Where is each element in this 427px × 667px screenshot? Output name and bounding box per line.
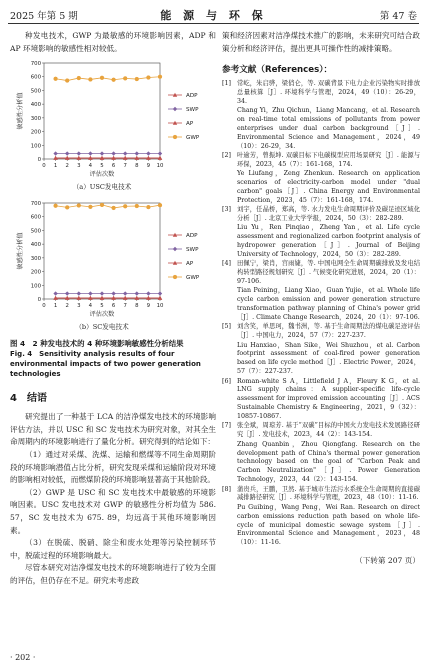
data-point: [112, 78, 116, 82]
section-title-conclusion: 4 结语: [10, 393, 47, 405]
legend-entry: [168, 233, 198, 239]
data-point: [123, 292, 127, 296]
data-point: [146, 152, 150, 156]
legend-entry: [168, 275, 200, 281]
series-swp: [53, 292, 162, 296]
y-tick-label: 300: [30, 116, 41, 123]
data-point: [89, 205, 93, 209]
y-tick-label: 200: [30, 269, 41, 276]
series-ap: [53, 296, 162, 300]
data-point: [135, 77, 139, 81]
legend-label: AP: [186, 261, 194, 268]
legend-entry: [168, 261, 194, 267]
reference-number: [222, 342, 237, 378]
data-point: [135, 152, 139, 156]
data-point: [111, 152, 115, 156]
x-tick-label: 0: [42, 163, 46, 170]
reference-text: Tian Peining，Liang Xiao，Guan Yujie，et al. Whole life cycle carbon emission and power generation structure transformation pathway planning of China's power grid［J］. Climate Change Research，2024，20（1）：97-106.: [237, 287, 420, 322]
data-point: [147, 205, 151, 209]
right-intro-paragraph: 策和经济因素对洁净煤技术推广的影响，未来研究可结合政策分析和经济评估，提出更具可操作性的减排策略。: [222, 31, 420, 53]
data-point: [158, 152, 162, 156]
x-tick-label: 3: [77, 163, 81, 170]
x-tick-label: 3: [77, 303, 81, 310]
figure-4: [10, 55, 216, 379]
y-axis-label: 敏感性分析值: [17, 232, 24, 270]
legend-entry: [168, 135, 200, 141]
page-number: · 202 ·: [10, 653, 36, 662]
x-tick-label: 5: [100, 163, 104, 170]
data-point: [135, 292, 139, 296]
plot-frame: [44, 203, 160, 299]
legend-label: GWP: [186, 135, 200, 142]
data-point: [88, 152, 92, 156]
data-point: [65, 292, 69, 296]
data-point: [77, 292, 81, 296]
left-column: [10, 30, 216, 588]
data-point: [77, 204, 81, 208]
reference-text: 叶逾芳，曾振坤. 双碳目标下电碳模型应用场景研究［J］. 能源与环保，2023，45（7）：161-168，174.: [237, 152, 420, 169]
legend-marker: [173, 107, 177, 111]
legend-entry: [168, 93, 198, 99]
data-point: [146, 292, 150, 296]
series-ap: [53, 156, 162, 160]
data-point: [123, 205, 127, 209]
reference-item: [222, 287, 420, 323]
data-point: [100, 203, 104, 207]
reference-text: 刘宇，任晶桥，郑高，等. 水力发电生命周期评价及碳足迹区域化分析［J］. 北京工业大学学报，2024，50（3）：282-289.: [237, 206, 420, 223]
y-tick-label: 700: [30, 201, 41, 208]
reference-number: [8]: [222, 485, 231, 493]
x-tick-label: 1: [53, 163, 58, 170]
legend-label: AP: [186, 121, 194, 128]
y-tick-label: 0: [37, 157, 41, 164]
reference-number: [3]: [222, 206, 231, 214]
x-tick-label: 8: [135, 163, 139, 170]
x-tick-label: 2: [65, 303, 69, 310]
y-tick-label: 100: [30, 143, 41, 150]
reference-item: [222, 441, 420, 486]
reference-item: [222, 486, 420, 504]
x-tick-label: 2: [65, 163, 69, 170]
legend-label: SWP: [186, 107, 199, 114]
series-gwp: [54, 203, 162, 210]
data-point: [112, 206, 116, 210]
legend-marker: [173, 247, 177, 251]
data-point: [88, 292, 92, 296]
y-tick-label: 400: [30, 242, 41, 249]
conclusion-point-2: （2）GWP 是 USC 和 SC 发电技术中最敏感的环境影响因素。USC 发电技术对 GWP 的敏感性分析均值为 586. 57，SC 发电技术为 675. 89，均远高于其他环境影响因素。: [10, 487, 216, 535]
reference-text: 常屹，朱启骅，梁俏仑，等. 双碳背景下电力企业污染物实时排放总量核算［J］. 环境科学与管理，2024，49（10）：26-29，34.: [237, 80, 420, 106]
legend-label: GWP: [186, 275, 200, 282]
y-tick-label: 600: [30, 214, 41, 221]
reference-text: 张全斌，周琼芳. 基于“双碳”目标的中国火力发电技术发展路径研究［J］. 发电技术，2023，44（2）：143-154.: [237, 422, 420, 439]
reference-number: [222, 107, 237, 152]
legend-entry: [168, 247, 199, 253]
reference-text: Chang Yi，Zhu Qichun，Liang Mancang，et al. Research on real-time total emissions of pollutants from power enterprises under dual carbon background［J］. Environmental Science and Management，2024，49（10）：26-29，34.: [237, 107, 420, 151]
data-point: [89, 78, 93, 82]
legend-marker: [173, 275, 177, 279]
data-point: [100, 292, 104, 296]
reference-number: [222, 504, 237, 549]
data-point: [158, 75, 162, 79]
y-tick-label: 200: [30, 129, 41, 136]
data-point: [123, 77, 127, 81]
conclusion-paragraph: 研究提出了一种基于 LCA 的洁净煤发电技术的环境影响评估方法，并以 USC 和 SC 发电技术为研究对象，对其全生命周期内的环境影响进行了量化分析。研究得到的结论如下：: [10, 412, 216, 447]
y-tick-label: 700: [30, 61, 41, 68]
reference-number: [222, 287, 237, 323]
y-tick-label: 600: [30, 74, 41, 81]
chart-subtitle: （a）USC发电技术: [72, 183, 132, 192]
x-tick-label: 6: [111, 303, 116, 310]
series-gwp: [54, 75, 162, 83]
data-point: [100, 152, 104, 156]
x-tick-label: 8: [135, 303, 139, 310]
reference-item: [222, 80, 420, 107]
data-point: [135, 204, 139, 208]
y-tick-label: 300: [30, 256, 41, 263]
continued-on-note: （下转第 207 页）: [355, 556, 420, 566]
y-tick-label: 400: [30, 102, 41, 109]
x-tick-label: 0: [42, 303, 46, 310]
y-tick-label: 500: [30, 228, 41, 235]
reference-item: [222, 224, 420, 260]
data-point: [53, 152, 57, 156]
reference-list: [222, 80, 420, 548]
y-tick-label: 500: [30, 88, 41, 95]
data-point: [54, 77, 58, 81]
reference-text: Ye Liufang，Zeng Zhenkun. Research on application scenarios of electricity-carbon model under "dual carbon" goals［J］. China Energy and Environmental Protection，2023，45（7）：161-168，174.: [237, 170, 420, 205]
page-header: [0, 0, 427, 26]
header-rule: [8, 23, 419, 24]
reference-number: [2]: [222, 152, 231, 160]
y-tick-label: 100: [30, 283, 41, 290]
x-tick-label: 7: [123, 303, 127, 310]
conclusion-point-1: （1）通过对采煤、洗煤、运输和燃煤等不同生命周期阶段的环境影响潜值占比分析，研究发现采煤和运输阶段对环境的影响相对较低，而燃煤阶段的环境影响显著高于其他阶段。: [10, 449, 216, 485]
x-tick-label: 4: [88, 303, 93, 310]
series-line: [56, 77, 160, 81]
data-point: [158, 203, 162, 207]
x-tick-label: 9: [146, 303, 151, 310]
reference-text: Liu Yu，Ren Pinqiao，Zheng Yan，et al. Life cycle assessment and regionalized carbon footprint analysis of hydropower generation［J］. Journal of Beijing University of Technology，2024，50（3）：282-289.: [237, 224, 420, 259]
data-point: [77, 76, 81, 80]
reference-item: [222, 504, 420, 549]
x-tick-label: 10: [156, 303, 164, 310]
legend-marker: [173, 135, 177, 139]
x-tick-label: 10: [156, 163, 164, 170]
figure-caption-cn: 图 4 2 种发电技术的 4 种环境影响敏感性分析结果: [10, 339, 184, 349]
data-point: [111, 292, 115, 296]
reference-number: [7]: [222, 422, 231, 430]
y-axis-label: 敏感性分析值: [17, 92, 24, 130]
volume-label: 第 47 卷: [379, 11, 417, 22]
series-swp: [53, 152, 162, 156]
x-tick-label: 9: [146, 163, 151, 170]
data-point: [65, 206, 69, 210]
reference-number: [1]: [222, 80, 231, 88]
reference-text: 刘含笑，单思珂，魏书洲，等. 基于生命周期法的煤电碳足迹评估［J］. 中国电力，2024，57（7）：227-237.: [237, 323, 420, 340]
data-point: [54, 204, 58, 208]
issue-label: 2025 年第 5 期: [10, 11, 78, 22]
chart-usc: [10, 55, 216, 195]
data-point: [65, 79, 69, 83]
data-point: [147, 76, 151, 80]
y-tick-label: 0: [37, 297, 41, 304]
data-point: [77, 152, 81, 156]
reference-number: [4]: [222, 260, 231, 268]
reference-number: [222, 170, 237, 206]
x-tick-label: 4: [88, 163, 93, 170]
conclusion-limitations: 尽管本研究对洁净煤发电技术的环境影响进行了较为全面的评估，但仍存在不足。研究未考虑政: [10, 563, 216, 585]
legend-label: ADP: [186, 233, 198, 240]
reference-number: [6]: [222, 377, 231, 385]
figure-caption-en: Fig. 4 Sensitivity analysis results of four environmental impacts of two power generation technologies: [10, 350, 201, 379]
reference-item: [222, 260, 420, 287]
reference-item: [222, 206, 420, 224]
conclusion-point-3: （3）在脱硫、脱硝、除尘和废水处理等污染控制环节中，脱硫过程的环境影响最大。: [10, 538, 216, 560]
right-column: [222, 30, 420, 566]
legend-entry: [168, 107, 199, 113]
x-tick-label: 1: [53, 303, 58, 310]
reference-item: [222, 323, 420, 341]
data-point: [65, 152, 69, 156]
references-title: 参考文献（References）：: [222, 65, 333, 76]
reference-item: [222, 107, 420, 152]
data-point: [158, 292, 162, 296]
reference-item: [222, 170, 420, 206]
reference-item: [222, 152, 420, 170]
x-axis-label: 评估次数: [89, 171, 115, 179]
data-point: [123, 152, 127, 156]
reference-item: [222, 378, 420, 423]
journal-title: 能 源 与 环 保: [160, 9, 267, 22]
reference-text: Zhang Quanbin，Zhou Qiongfang. Research on the development path of China's thermal power generation technology based on the goal of "Carbon Peak and Carbon Neutralization"［J］. Power Generation Technology，2023，44（2）：143-154.: [237, 440, 420, 484]
left-intro-paragraph: 种发电技术，GWP 为最敏感的环境影响因素，ADP 和 AP 环境影响的敏感性相对较低。: [10, 31, 216, 53]
data-point: [100, 76, 104, 80]
reference-text: 田佩宁，梁肖，宫雨婕，等. 中国电网全生命周期碳排放及发电结构转型路径规划研究［J］. 气候变化研究进展，2024，20（1）：97-106.: [237, 260, 420, 286]
reference-number: [222, 224, 237, 260]
data-point: [53, 292, 57, 296]
reference-text: 蒲贵兵，王鹏，卫然. 基于城市生活污水系统全生命周期的直接碳减排路径研究［J］. 环境科学与管理，2023，48（10）：11-16.: [237, 485, 420, 502]
x-tick-label: 6: [111, 163, 116, 170]
reference-number: [5]: [222, 323, 231, 331]
series-line: [56, 205, 160, 208]
x-tick-label: 5: [100, 303, 104, 310]
reference-number: [222, 441, 237, 486]
reference-text: Pu Guibing，Wang Peng，Wei Ran. Research on direct carbon emissions reduction path based on whole life-cycle of municipal domestic sewage system［J］. Environmental Science and Management，2023，48（10）：11-16.: [237, 503, 420, 547]
reference-item: [222, 342, 420, 378]
x-tick-label: 7: [123, 163, 127, 170]
chart-subtitle: （b）SC发电技术: [75, 323, 129, 332]
legend-label: SWP: [186, 247, 199, 254]
x-axis-label: 评估次数: [89, 311, 115, 319]
legend-label: ADP: [186, 93, 198, 100]
chart-sc: [10, 195, 216, 335]
reference-text: Liu Hanxiao，Shan Sike，Wei Shuzhou，et al. Carbon footprint assessment of coal-fired power generation based on life cycle method［J］. Electric Power，2024，57（7）：227-237.: [237, 341, 420, 376]
reference-item: [222, 422, 420, 440]
legend-entry: [168, 121, 194, 127]
reference-text: Roman-white S A，Littlefield J A，Fleury K G，et al. LNG supply chains：A supplier-specific life-cycle assessment for improved emission accounting［J］. ACS Sustainable Chemistry & Engineering，2021，9（32）：10857-10867.: [237, 377, 420, 421]
